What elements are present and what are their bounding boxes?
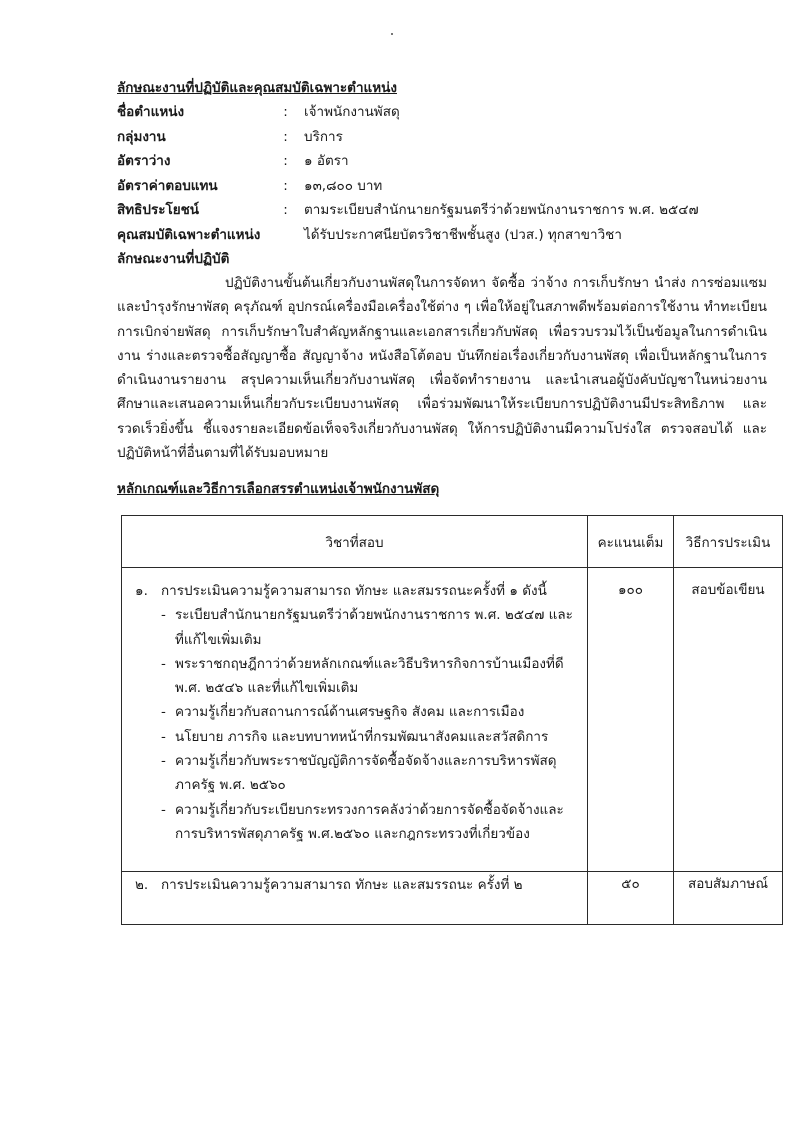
field-label: คุณสมบัติเฉพาะตำแหน่ง (117, 226, 261, 243)
field-value: ๑ อัตรา (304, 153, 349, 169)
field-position-name (117, 100, 777, 125)
item-number: ๑. (135, 583, 148, 599)
duties-paragraph: ปฏิบัติงานขั้นต้นเกี่ยวกับงานพัสดุในการจัดหา จัดซื้อ ว่าจ้าง การเก็บรักษา นำส่ง การซ่อมแซมและบำรุงรักษาพัสดุ ครุภัณฑ์ อุปกรณ์เครื่องมือเครื่องใช้ต่าง ๆ เพื่อให้อยู่ในสภาพดีพร้อมต่อการใช้งาน ทำทะเบียนการเบิกจ่ายพัสดุ การเก็บรักษาใบสำคัญหลักฐานและเอกสารเกี่ยวกับพัสดุ เพื่อรวบรวมไว้เป็นข้อมูลในการดำเนินงาน ร่างและตรวจซื้อสัญญาซื้อ สัญญาจ้าง หนังสือโต้ตอบ บันทึกย่อเรื่องเกี่ยวกับงานพัสดุ เพื่อเป็นหลักฐานในการดำเนินงานรายงาน สรุปความเห็นเกี่ยวกับงานพัสดุ เพื่อจัดทำรายงาน และนำเสนอผู้บังคับบัญชาในหน่วยงาน ศึกษาและเสนอความเห็นเกี่ยวกับระเบียบงานพัสดุ เพื่อร่วมพัฒนาให้ระเบียบการปฏิบัติงานมีประสิทธิภาพ และรวดเร็วยิ่งขึ้น ชี้แจงรายละเอียดข้อเท็จจริงเกี่ยวกับงานพัสดุ ให้การปฏิบัติงานมีความโปร่งใส ตรวจสอบได้ และปฏิบัติหน้าที่อื่นตามที่ได้รับมอบหมาย (117, 275, 767, 462)
list-item: - ความรู้เกี่ยวกับพระราชบัญญัติการจัดซื้อจัดจ้างและการบริหารพัสดุภาครัฐ พ.ศ. ๒๕๖๐ (161, 749, 578, 798)
header-full-score: คะแนนเต็ม (588, 516, 674, 568)
scan-speck (391, 33, 393, 35)
table-row (122, 872, 783, 925)
field-label: กลุ่มงาน (117, 128, 166, 145)
subitem-list (123, 603, 586, 846)
item-title: การประเมินความรู้ความสามารถ ทักษะ และสมรรถนะครั้งที่ ๑ ดังนี้ (161, 583, 547, 599)
field-colon: : (283, 177, 288, 194)
table-header-row (122, 516, 783, 568)
subject-cell (122, 568, 588, 872)
list-item: - ความรู้เกี่ยวกับสถานการณ์ด้านเศรษฐกิจ สังคม และการเมือง (161, 700, 578, 724)
score-cell: ๑๐๐ (588, 568, 674, 872)
field-salary (117, 174, 777, 199)
list-item: - พระราชกฤษฎีกาว่าด้วยหลักเกณฑ์และวิธีบริหารกิจการบ้านเมืองที่ดี พ.ศ. ๒๕๔๖ และที่แก้ไขเพิ่มเติม (161, 652, 578, 701)
duties-heading: ลักษณะงานที่ปฏิบัติ (117, 251, 230, 267)
field-value: บริการ (304, 128, 343, 145)
table-row (122, 568, 783, 872)
field-value: ๑๓,๘๐๐ บาท (304, 177, 383, 194)
method-cell: สอบสัมภาษณ์ (674, 872, 783, 925)
list-item: - ความรู้เกี่ยวกับระเบียบกระทรวงการคลังว่าด้วยการจัดซื้อจัดจ้างและการบริหารพัสดุภาครัฐ พ.ศ.๒๕๖๐ และกฎกระทรวงที่เกี่ยวข้อง (161, 798, 578, 847)
field-vacancies (117, 149, 777, 174)
field-work-group (117, 125, 777, 150)
item-title: การประเมินความรู้ความสามารถ ทักษะ และสมรรถนะ ครั้งที่ ๒ (161, 877, 523, 893)
field-colon: : (283, 202, 288, 218)
field-qualifications (117, 223, 777, 248)
item-number: ๒. (135, 877, 149, 893)
field-value: เจ้าพนักงานพัสดุ (304, 104, 400, 120)
field-value: ตามระเบียบสำนักนายกรัฐมนตรีว่าด้วยพนักงานราชการ พ.ศ. ๒๕๔๗ (304, 202, 699, 218)
subject-cell (122, 872, 588, 925)
section-heading-selection-criteria: หลักเกณฑ์และวิธีการเลือกสรรตำแหน่งเจ้าพนักงานพัสดุ (117, 481, 440, 497)
field-colon: : (283, 153, 288, 169)
field-colon: : (283, 128, 288, 145)
field-label: อัตราว่าง (117, 153, 171, 169)
field-label: ชื่อตำแหน่ง (117, 104, 185, 120)
header-method: วิธีการประเมิน (674, 516, 783, 568)
list-item: - นโยบาย ภารกิจ และบทบาทหน้าที่กรมพัฒนาสังคมและสวัสดิการ (161, 725, 578, 749)
section-heading-duties-qualifications: ลักษณะงานที่ปฏิบัติและคุณสมบัติเฉพาะตำแหน่ง (117, 80, 397, 96)
field-value: ได้รับประกาศนียบัตรวิชาชีพชั้นสูง (ปวส.) ทุกสาขาวิชา (304, 226, 622, 243)
field-benefits (117, 198, 777, 223)
field-label: อัตราค่าตอบแทน (117, 177, 218, 194)
list-item: - ระเบียบสำนักนายกรัฐมนตรีว่าด้วยพนักงานราชการ พ.ศ. ๒๕๔๗ และที่แก้ไขเพิ่มเติม (161, 603, 578, 652)
method-cell: สอบข้อเขียน (674, 568, 783, 872)
header-subject: วิชาที่สอบ (122, 516, 588, 568)
selection-criteria-table (121, 515, 783, 925)
field-label: สิทธิประโยชน์ (117, 202, 200, 218)
field-colon: : (283, 104, 288, 120)
score-cell: ๕๐ (588, 872, 674, 925)
document-page (117, 76, 777, 465)
